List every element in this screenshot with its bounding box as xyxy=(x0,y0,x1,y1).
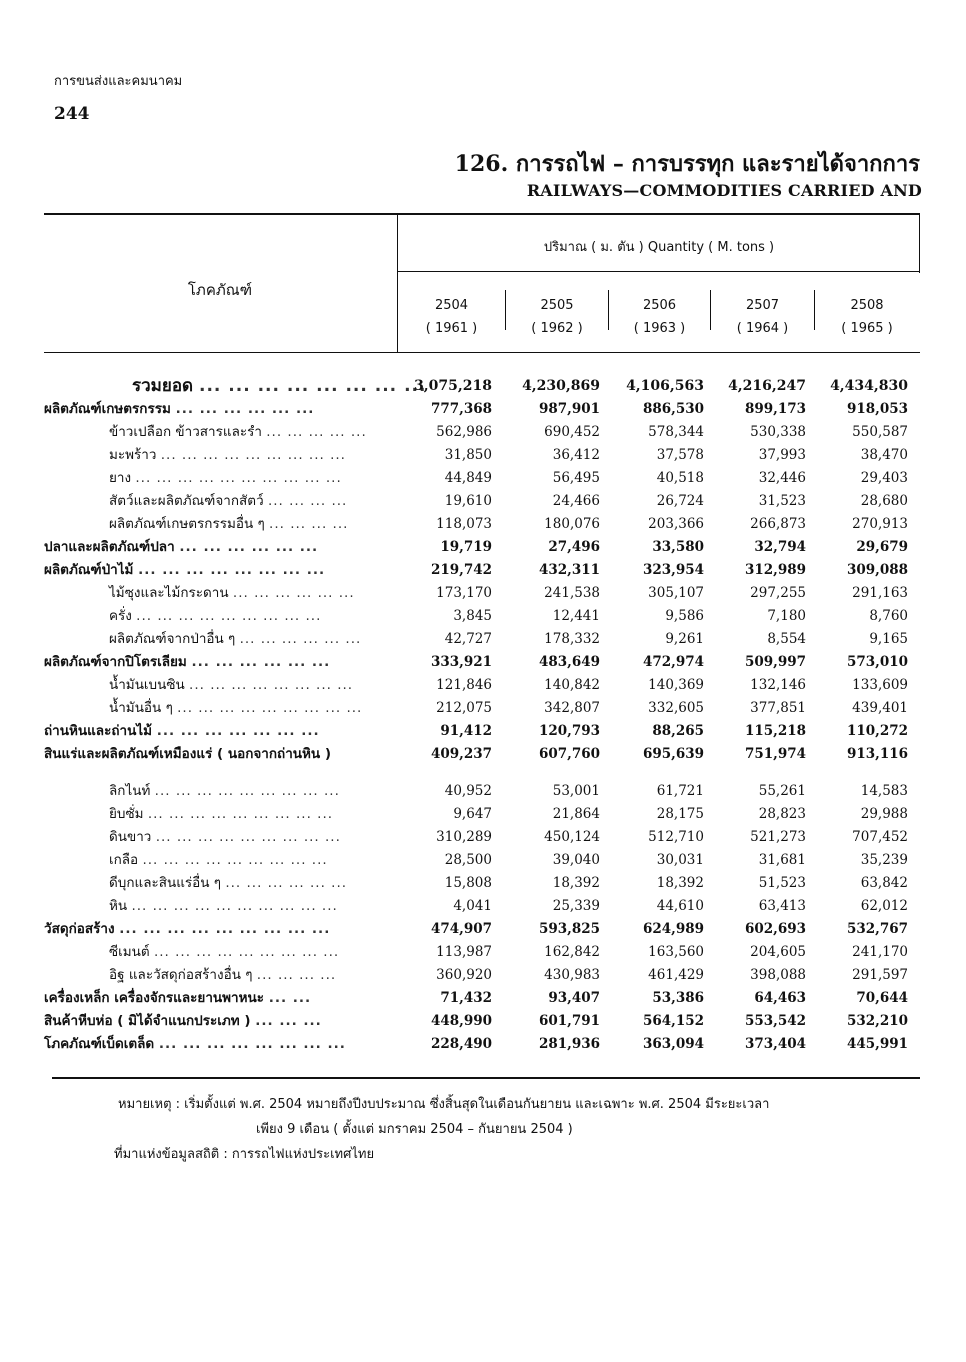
value-cell: 55,261 xyxy=(758,783,806,799)
value-cell: 32,446 xyxy=(758,470,806,486)
value-cell: 42,727 xyxy=(444,631,492,647)
category-row xyxy=(44,1033,920,1056)
leader-dots: ... ... ... ... ... ... ... ... ... xyxy=(155,829,341,845)
row-label xyxy=(44,513,388,536)
value-cell: 28,500 xyxy=(444,852,492,868)
value-cell: 445,991 xyxy=(846,1036,908,1052)
value-cell: 228,490 xyxy=(430,1036,492,1052)
year-be: 2504 xyxy=(434,298,469,313)
leader-dots: ... ... xyxy=(268,990,312,1006)
value-cell: 483,649 xyxy=(538,654,600,670)
leader-dots: ... ... ... ... ... ... xyxy=(175,401,315,417)
value-cell: 4,230,869 xyxy=(522,378,600,394)
row-label-text: อิฐ และวัสดุก่อสร้างอื่น ๆ xyxy=(109,967,253,983)
leader-dots: ... ... ... ... xyxy=(269,516,349,532)
table-body xyxy=(44,375,920,1056)
value-cell: 31,681 xyxy=(758,852,806,868)
value-cell: 21,864 xyxy=(552,806,600,822)
value-cell: 3,845 xyxy=(453,608,492,624)
year-header-2506 xyxy=(609,294,710,340)
value-cell: 140,369 xyxy=(648,677,704,693)
value-cell: 40,952 xyxy=(444,783,492,799)
value-cell: 37,578 xyxy=(656,447,704,463)
leader-dots: ... ... ... ... ... ... ... ... ... xyxy=(142,852,328,868)
subcategory-row xyxy=(44,849,920,872)
category-row xyxy=(44,559,920,582)
value-cell: 461,429 xyxy=(648,967,704,983)
row-label-text: ลิกไนท์ xyxy=(109,783,151,799)
page-number: 244 xyxy=(54,104,90,124)
leader-dots: ... ... ... ... ... ... ... ... ... xyxy=(160,447,346,463)
row-label xyxy=(44,1033,388,1056)
row-spacer xyxy=(44,766,920,780)
year-header-2505 xyxy=(506,294,608,340)
value-cell: 777,368 xyxy=(430,401,492,417)
value-cell: 12,441 xyxy=(552,608,600,624)
value-cell: 31,523 xyxy=(758,493,806,509)
value-cell: 899,173 xyxy=(744,401,806,417)
row-label-text: ผลิตภัณฑ์เกษตรกรรมอื่น ๆ xyxy=(109,516,265,532)
value-cell: 607,760 xyxy=(538,746,600,762)
row-label xyxy=(44,605,388,628)
leader-dots: ... ... ... ... ... ... ... ... xyxy=(189,677,354,693)
value-cell: 61,721 xyxy=(656,783,704,799)
value-cell: 291,597 xyxy=(852,967,908,983)
value-cell: 118,073 xyxy=(436,516,492,532)
value-cell: 9,261 xyxy=(665,631,704,647)
row-label-text: ปลาและผลิตภัณฑ์ปลา xyxy=(44,539,175,555)
source-note: ที่มาแห่งข้อมูลสถิติ : การรถไฟแห่งประเทศไทย xyxy=(114,1147,375,1162)
leader-dots: ... ... ... ... xyxy=(267,493,348,509)
value-cell: 26,724 xyxy=(656,493,704,509)
value-cell: 19,719 xyxy=(440,539,492,555)
year-header-2508 xyxy=(815,294,919,340)
row-label xyxy=(44,398,388,421)
value-cell: 120,793 xyxy=(538,723,600,739)
value-cell: 39,040 xyxy=(552,852,600,868)
value-cell: 24,466 xyxy=(552,493,600,509)
value-cell: 212,075 xyxy=(436,700,492,716)
row-label-text: ผลิตภัณฑ์จากปิโตรเลียม xyxy=(44,654,187,670)
year-ad: ( 1965 ) xyxy=(841,321,893,336)
subcategory-row xyxy=(44,964,920,987)
value-cell: 180,076 xyxy=(544,516,600,532)
row-label-text: สินแร่และผลิตภัณฑ์เหมืองแร่ ( นอกจากถ่านหิน ) xyxy=(44,746,332,762)
category-row xyxy=(44,743,920,766)
leader-dots: ... ... ... ... ... ... xyxy=(232,585,355,601)
row-label xyxy=(44,582,388,605)
value-cell: 564,152 xyxy=(642,1013,704,1029)
row-label xyxy=(44,559,388,582)
value-cell: 430,983 xyxy=(544,967,600,983)
subcategory-row xyxy=(44,941,920,964)
value-cell: 9,647 xyxy=(453,806,492,822)
table-bottom-rule xyxy=(52,1077,920,1079)
row-label-text: ซีเมนต์ xyxy=(109,944,150,960)
value-cell: 8,554 xyxy=(767,631,806,647)
quantity-header: ปริมาณ ( ม. ตัน ) Quantity ( M. tons ) xyxy=(543,240,775,255)
value-cell: 751,974 xyxy=(744,746,806,762)
row-label xyxy=(44,490,388,513)
value-cell: 93,407 xyxy=(548,990,600,1006)
value-cell: 88,265 xyxy=(652,723,704,739)
value-cell: 3,075,218 xyxy=(414,378,492,394)
value-cell: 550,587 xyxy=(852,424,908,440)
remark-note-continued: เพียง 9 เดือน ( ตั้งแต่ มกราคม 2504 – กันยายน 2504 ) xyxy=(256,1122,573,1137)
category-row xyxy=(44,918,920,941)
value-cell: 53,001 xyxy=(552,783,600,799)
row-label xyxy=(44,941,388,964)
row-label xyxy=(44,964,388,987)
value-cell: 512,710 xyxy=(648,829,704,845)
category-row xyxy=(44,987,920,1010)
value-cell: 70,644 xyxy=(856,990,908,1006)
value-cell: 624,989 xyxy=(642,921,704,937)
category-row xyxy=(44,651,920,674)
value-cell: 281,936 xyxy=(538,1036,600,1052)
leader-dots: ... ... ... ... ... ... ... ... ... ... xyxy=(135,470,342,486)
row-label xyxy=(44,467,388,490)
row-label-text: สินค้าหีบห่อ ( มิได้จำแนกประเภท ) xyxy=(44,1013,251,1029)
value-cell: 241,170 xyxy=(852,944,908,960)
row-label xyxy=(44,628,388,651)
value-cell: 532,210 xyxy=(846,1013,908,1029)
row-label xyxy=(44,987,388,1010)
row-label xyxy=(44,918,388,941)
leader-dots: ... ... ... xyxy=(255,1013,322,1029)
value-cell: 323,954 xyxy=(642,562,704,578)
value-cell: 18,392 xyxy=(656,875,704,891)
value-cell: 173,170 xyxy=(436,585,492,601)
footnotes xyxy=(114,1092,770,1167)
leader-dots: ... ... ... ... ... ... ... ... xyxy=(158,1036,346,1052)
leader-dots: ... ... ... ... ... ... ... ... ... xyxy=(153,944,340,960)
value-cell: 133,609 xyxy=(852,677,908,693)
value-cell: 4,216,247 xyxy=(728,378,806,394)
row-label xyxy=(44,674,388,697)
row-label-text: ครั่ง xyxy=(109,608,132,624)
year-header-2504 xyxy=(400,294,503,340)
total-row xyxy=(44,375,920,398)
value-cell: 9,586 xyxy=(665,608,704,624)
value-cell: 9,165 xyxy=(869,631,908,647)
value-cell: 32,794 xyxy=(754,539,806,555)
row-label-text: โภคภัณฑ์เบ็ดเตล็ด xyxy=(44,1036,155,1052)
row-label xyxy=(44,1010,388,1033)
leader-dots: ... ... ... ... ... ... ... ... xyxy=(199,376,427,396)
value-cell: 987,901 xyxy=(538,401,600,417)
value-cell: 310,289 xyxy=(436,829,492,845)
subcategory-row xyxy=(44,826,920,849)
value-cell: 113,987 xyxy=(436,944,492,960)
category-row xyxy=(44,398,920,421)
value-cell: 29,988 xyxy=(860,806,908,822)
value-cell: 439,401 xyxy=(852,700,908,716)
subcategory-row xyxy=(44,780,920,803)
value-cell: 7,180 xyxy=(767,608,806,624)
value-cell: 33,580 xyxy=(652,539,704,555)
subcategory-row xyxy=(44,872,920,895)
row-label xyxy=(44,697,388,720)
value-cell: 332,605 xyxy=(648,700,704,716)
row-label-text: รวมยอด xyxy=(132,376,194,396)
subcategory-row xyxy=(44,513,920,536)
value-cell: 53,386 xyxy=(652,990,704,1006)
year-ad: ( 1963 ) xyxy=(633,321,686,336)
value-cell: 4,041 xyxy=(453,898,492,914)
value-cell: 342,807 xyxy=(544,700,600,716)
row-label-text: น้ำมันเบนซิน xyxy=(109,677,185,693)
subcategory-row xyxy=(44,444,920,467)
value-cell: 474,907 xyxy=(430,921,492,937)
category-row xyxy=(44,536,920,559)
value-cell: 36,412 xyxy=(552,447,600,463)
category-row xyxy=(44,720,920,743)
value-cell: 63,842 xyxy=(860,875,908,891)
value-cell: 35,239 xyxy=(860,852,908,868)
commodity-header: โภคภัณฑ์ xyxy=(187,281,253,299)
year-be: 2507 xyxy=(745,298,780,313)
value-cell: 37,993 xyxy=(758,447,806,463)
row-label xyxy=(44,444,388,467)
year-be: 2505 xyxy=(540,298,574,313)
year-be: 2508 xyxy=(850,298,884,313)
row-label-text: ยิบซั่ม xyxy=(109,806,144,822)
value-cell: 432,311 xyxy=(538,562,600,578)
subcategory-row xyxy=(44,803,920,826)
row-label-text: ผลิตภัณฑ์จากป่าอื่น ๆ xyxy=(109,631,236,647)
row-label-text: สัตว์และผลิตภัณฑ์จากสัตว์ xyxy=(109,493,264,509)
leader-dots: ... ... ... ... ... ... ... ... ... xyxy=(177,700,363,716)
value-cell: 29,679 xyxy=(856,539,908,555)
subcategory-row xyxy=(44,421,920,444)
value-cell: 573,010 xyxy=(846,654,908,670)
value-cell: 38,470 xyxy=(860,447,908,463)
value-cell: 398,088 xyxy=(750,967,806,983)
row-label-text: ยาง xyxy=(109,470,132,486)
value-cell: 29,403 xyxy=(860,470,908,486)
value-cell: 241,538 xyxy=(544,585,600,601)
value-cell: 8,760 xyxy=(869,608,908,624)
value-cell: 450,124 xyxy=(544,829,600,845)
value-cell: 695,639 xyxy=(642,746,704,762)
value-cell: 377,851 xyxy=(750,700,806,716)
row-label xyxy=(44,375,427,398)
row-label-text: ดินขาว xyxy=(109,829,152,845)
value-cell: 532,767 xyxy=(846,921,908,937)
value-cell: 913,116 xyxy=(846,746,908,762)
row-label-text: เกลือ xyxy=(109,852,139,868)
row-label-text: ข้าวเปลือก ข้าวสารและรำ xyxy=(109,424,262,440)
value-cell: 472,974 xyxy=(642,654,704,670)
row-label-text: หิน xyxy=(109,898,128,914)
leader-dots: ... ... ... ... ... ... xyxy=(191,654,331,670)
table-title-english: RAILWAYS—COMMODITIES CARRIED AND xyxy=(526,181,922,200)
value-cell: 530,338 xyxy=(750,424,806,440)
value-cell: 886,530 xyxy=(642,401,704,417)
value-cell: 270,913 xyxy=(852,516,908,532)
value-cell: 4,434,830 xyxy=(830,378,908,394)
value-cell: 25,339 xyxy=(552,898,600,914)
row-label xyxy=(44,872,388,895)
subcategory-row xyxy=(44,467,920,490)
leader-dots: ... ... ... ... ... ... ... ... ... ... xyxy=(131,898,338,914)
leader-dots: ... ... ... ... ... ... ... ... ... xyxy=(154,783,340,799)
value-cell: 27,496 xyxy=(548,539,600,555)
subcategory-row xyxy=(44,490,920,513)
value-cell: 553,542 xyxy=(744,1013,806,1029)
value-cell: 707,452 xyxy=(852,829,908,845)
value-cell: 28,175 xyxy=(656,806,704,822)
value-cell: 291,163 xyxy=(852,585,908,601)
value-cell: 132,146 xyxy=(750,677,806,693)
running-head: การขนส่งและคมนาคม xyxy=(54,74,183,89)
value-cell: 602,693 xyxy=(744,921,806,937)
subcategory-row xyxy=(44,697,920,720)
value-cell: 297,255 xyxy=(750,585,806,601)
value-cell: 140,842 xyxy=(544,677,600,693)
value-cell: 578,344 xyxy=(648,424,704,440)
row-label xyxy=(44,421,388,444)
value-cell: 19,610 xyxy=(444,493,492,509)
value-cell: 62,012 xyxy=(860,898,908,914)
value-cell: 91,412 xyxy=(440,723,492,739)
quantity-header-rule xyxy=(398,271,920,272)
leader-dots: ... ... ... ... ... ... ... ... ... xyxy=(119,921,331,937)
value-cell: 71,432 xyxy=(440,990,492,1006)
value-cell: 918,053 xyxy=(846,401,908,417)
value-cell: 44,610 xyxy=(656,898,704,914)
table-top-rule xyxy=(44,213,920,215)
value-cell: 14,583 xyxy=(860,783,908,799)
header-bottom-rule xyxy=(44,352,920,353)
value-cell: 363,094 xyxy=(642,1036,704,1052)
row-label xyxy=(44,780,388,803)
value-cell: 562,986 xyxy=(436,424,492,440)
year-header-2507 xyxy=(711,294,814,340)
subcategory-row xyxy=(44,628,920,651)
leader-dots: ... ... ... ... ... ... ... xyxy=(156,723,320,739)
table-title-thai: 126. การรถไฟ – การบรรทุก และรายได้จากการ xyxy=(454,151,920,177)
value-cell: 40,518 xyxy=(656,470,704,486)
row-label xyxy=(44,536,388,559)
row-label xyxy=(44,743,388,766)
value-cell: 333,921 xyxy=(430,654,492,670)
value-cell: 309,088 xyxy=(846,562,908,578)
value-cell: 162,842 xyxy=(544,944,600,960)
leader-dots: ... ... ... ... ... xyxy=(266,424,367,440)
row-label-text: เครื่องเหล็ก เครื่องจักรและยานพาหนะ xyxy=(44,990,264,1006)
value-cell: 448,990 xyxy=(430,1013,492,1029)
leader-dots: ... ... ... ... ... ... ... ... ... xyxy=(136,608,322,624)
row-label xyxy=(44,651,388,674)
value-cell: 31,850 xyxy=(444,447,492,463)
value-cell: 63,413 xyxy=(758,898,806,914)
value-cell: 690,452 xyxy=(544,424,600,440)
value-cell: 509,997 xyxy=(744,654,806,670)
subcategory-row xyxy=(44,895,920,918)
row-label xyxy=(44,895,388,918)
row-label-text: ดีบุกและสินแร่อื่น ๆ xyxy=(109,875,222,891)
row-label xyxy=(44,803,388,826)
value-cell: 30,031 xyxy=(656,852,704,868)
leader-dots: ... ... ... ... ... ... xyxy=(179,539,319,555)
subcategory-row xyxy=(44,582,920,605)
row-label xyxy=(44,826,388,849)
year-ad: ( 1964 ) xyxy=(736,321,789,336)
leader-dots: ... ... ... ... ... ... xyxy=(225,875,348,891)
value-cell: 219,742 xyxy=(430,562,492,578)
year-be: 2506 xyxy=(642,298,677,313)
category-row xyxy=(44,1010,920,1033)
value-cell: 115,218 xyxy=(744,723,806,739)
row-label-text: ถ่านหินและถ่านไม้ xyxy=(44,723,153,739)
value-cell: 373,404 xyxy=(744,1036,806,1052)
value-cell: 409,237 xyxy=(430,746,492,762)
leader-dots: ... ... ... ... ... ... ... ... ... xyxy=(147,806,334,822)
subcategory-row xyxy=(44,605,920,628)
value-cell: 204,605 xyxy=(750,944,806,960)
row-label-text: ผลิตภัณฑ์ป่าไม้ xyxy=(44,562,134,578)
value-cell: 163,560 xyxy=(648,944,704,960)
value-cell: 305,107 xyxy=(648,585,704,601)
row-label-text: มะพร้าว xyxy=(109,447,157,463)
value-cell: 360,920 xyxy=(436,967,492,983)
value-cell: 18,392 xyxy=(552,875,600,891)
row-label xyxy=(44,849,388,872)
value-cell: 28,680 xyxy=(860,493,908,509)
year-ad: ( 1961 ) xyxy=(425,321,478,336)
leader-dots: ... ... ... ... xyxy=(256,967,337,983)
value-cell: 593,825 xyxy=(538,921,600,937)
subcategory-row xyxy=(44,674,920,697)
row-label xyxy=(44,720,388,743)
value-cell: 56,495 xyxy=(552,470,600,486)
value-cell: 266,873 xyxy=(750,516,806,532)
value-cell: 51,523 xyxy=(758,875,806,891)
value-cell: 110,272 xyxy=(846,723,908,739)
row-label-text: ไม้ซุงและไม้กระดาน xyxy=(109,585,229,601)
value-cell: 44,849 xyxy=(444,470,492,486)
row-label-text: วัสดุก่อสร้าง xyxy=(44,921,115,937)
row-label-text: ผลิตภัณฑ์เกษตรกรรม xyxy=(44,401,171,417)
value-cell: 178,332 xyxy=(544,631,600,647)
value-cell: 312,989 xyxy=(744,562,806,578)
value-cell: 521,273 xyxy=(750,829,806,845)
remark-note: หมายเหตุ : เริ่มตั้งแต่ พ.ศ. 2504 หมายถึงปีงบประมาณ ซึ่งสิ้นสุดในเดือนกันยายน และเฉพาะ พ.ศ. 2504 มีระยะเวลา xyxy=(118,1097,770,1112)
value-cell: 203,366 xyxy=(648,516,704,532)
value-cell: 28,823 xyxy=(758,806,806,822)
value-cell: 121,846 xyxy=(436,677,492,693)
value-cell: 601,791 xyxy=(538,1013,600,1029)
row-label-text: น้ำมันอื่น ๆ xyxy=(109,700,173,716)
leader-dots: ... ... ... ... ... ... xyxy=(239,631,362,647)
value-cell: 15,808 xyxy=(444,875,492,891)
leader-dots: ... ... ... ... ... ... ... ... xyxy=(138,562,326,578)
value-cell: 4,106,563 xyxy=(626,378,704,394)
value-cell: 64,463 xyxy=(754,990,806,1006)
year-ad: ( 1962 ) xyxy=(531,321,583,336)
